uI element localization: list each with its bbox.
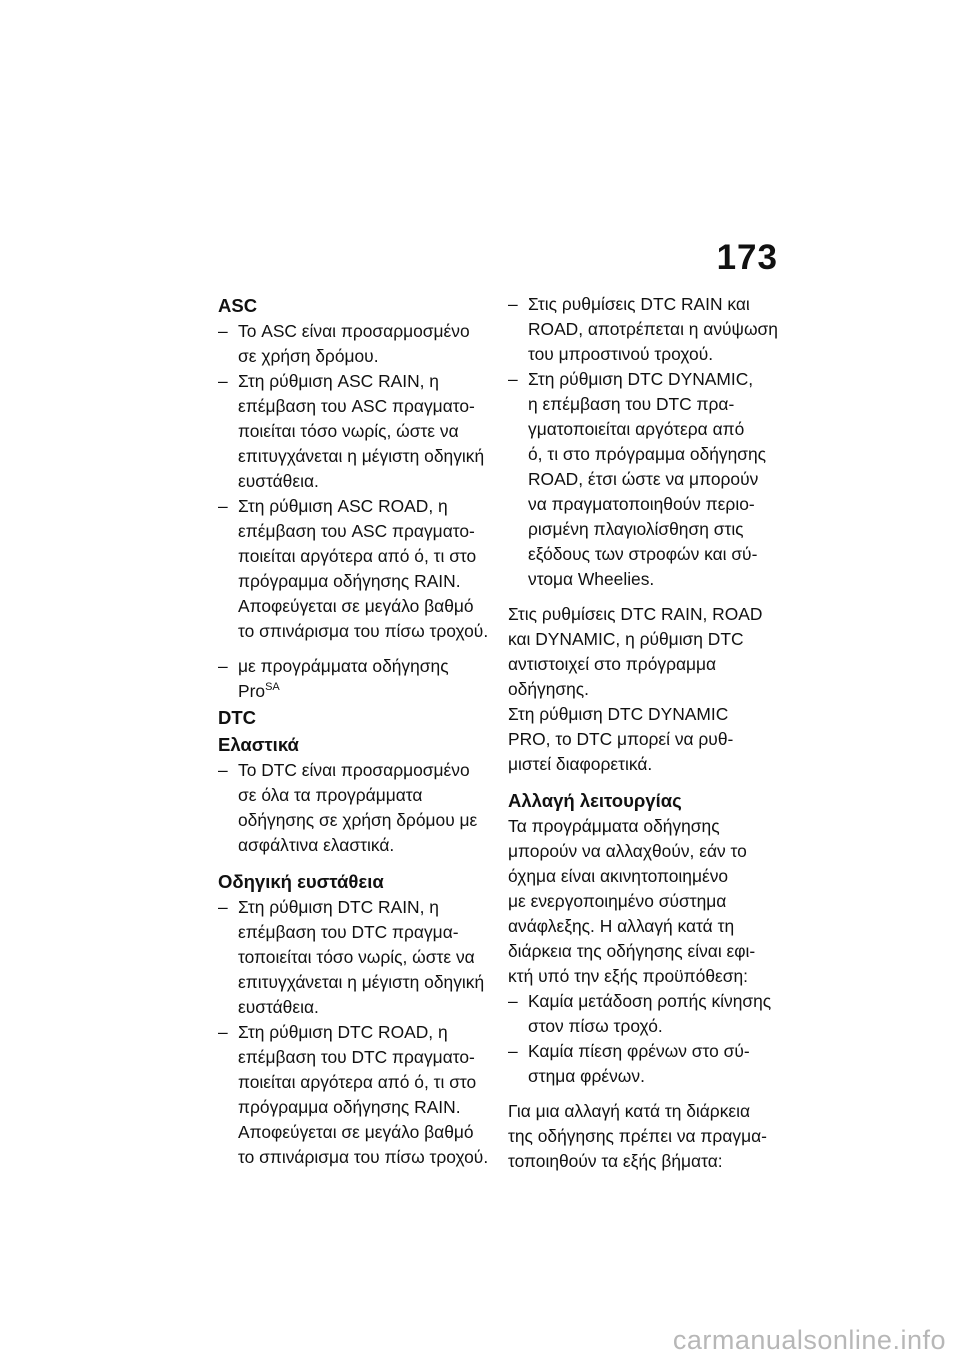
pro-line: με προγράμματα οδήγησης	[238, 656, 449, 676]
bullet-item	[508, 1039, 790, 1089]
text-line: ποιείται τόσο νωρίς, ώστε να	[238, 421, 459, 441]
bullet-pro-programs	[218, 654, 498, 704]
heading-asc: ASC	[218, 295, 258, 316]
dash-glyph: –	[508, 294, 518, 314]
bullet-item	[508, 989, 790, 1039]
text-line: ROAD, αποτρέπεται η ανύψωση	[528, 319, 778, 339]
text-line: σε όλα τα προγράμματα	[238, 785, 423, 805]
text-line: επέμβαση του ASC πραγματο-	[238, 521, 475, 541]
text-line: Στη ρύθμιση DTC RAIN, η	[238, 897, 439, 917]
text-line: μιστεί διαφορετικά.	[508, 754, 653, 774]
text-line: Τα προγράμματα οδήγησης	[508, 816, 720, 836]
text-line: να πραγματοποιηθούν περιο-	[528, 494, 755, 514]
text-line: όχημα είναι ακινητοποιημένο	[508, 866, 729, 886]
asc-list	[218, 319, 498, 644]
text-line: Στις ρυθμίσεις DTC RAIN και	[528, 294, 750, 314]
bullet-item	[218, 369, 498, 494]
text-line: το σπινάρισμα του πίσω τροχού.	[238, 1147, 489, 1167]
conditions-list	[508, 989, 790, 1089]
text-line: Στις ρυθμίσεις DTC RAIN, ROAD	[508, 604, 763, 624]
dash-glyph: –	[218, 760, 228, 780]
text-line: ROAD, έτσι ώστε να μπορούν	[528, 469, 759, 489]
heading-mode-change: Αλλαγή λειτουργίας	[508, 790, 682, 811]
paragraph-steps-intro	[508, 1099, 790, 1174]
bullet-item	[218, 758, 498, 858]
text-line: ανάφλεξης. Η αλλαγή κατά τη	[508, 916, 735, 936]
text-line: το σπινάρισμα του πίσω τροχού.	[238, 621, 489, 641]
text-line: ό, τι στο πρόγραμμα οδήγησης	[528, 444, 767, 464]
text-line: Καμία μετάδοση ροπής κίνησης	[528, 991, 772, 1011]
text-line: ευστάθεια.	[238, 997, 319, 1017]
text-line: ντομα Wheelies.	[528, 569, 655, 589]
stability-list	[218, 895, 498, 1170]
paragraph-mode-change	[508, 814, 790, 989]
text-line: πρόγραμμα οδήγησης RAIN.	[238, 571, 461, 591]
bullet-item	[218, 895, 498, 1020]
paragraph-dtc-settings	[508, 602, 790, 777]
bullet-item	[508, 292, 790, 367]
text-line: Στη ρύθμιση DTC DYNAMIC,	[528, 369, 754, 389]
text-line: με ενεργοποιημένο σύστημα	[508, 891, 727, 911]
text-line: Καμία πίεση φρένων στο σύ-	[528, 1041, 750, 1061]
text-line: διάρκεια της οδήγησης είναι εφι-	[508, 941, 756, 961]
dash-glyph: –	[508, 991, 518, 1011]
text-line: Στη ρύθμιση DTC ROAD, η	[238, 1022, 448, 1042]
text-line: οδήγησης σε χρήση δρόμου με	[238, 810, 478, 830]
text-line: οδήγησης.	[508, 679, 590, 699]
text-line: επιτυγχάνεται η μέγιστη οδηγική	[238, 446, 485, 466]
dtc-modes-list	[508, 292, 790, 592]
text-line: Στη ρύθμιση ASC ROAD, η	[238, 496, 448, 516]
text-line: στημα φρένων.	[528, 1066, 645, 1086]
heading-tyres: Ελαστικά	[218, 734, 299, 755]
text-line: επιτυγχάνεται η μέγιστη οδηγική	[238, 972, 485, 992]
left-column	[218, 292, 498, 1170]
text-line: ευστάθεια.	[238, 471, 319, 491]
heading-stability: Οδηγική ευστάθεια	[218, 871, 384, 892]
text-line: ρισμένη πλαγιολίσθηση στις	[528, 519, 744, 539]
dash-glyph: –	[218, 321, 228, 341]
text-line: Στη ρύθμιση DTC DYNAMIC	[508, 704, 729, 724]
text-line: επέμβαση του DTC πραγμα-	[238, 922, 459, 942]
text-line: στον πίσω τροχό.	[528, 1016, 663, 1036]
bullet-item	[218, 1020, 498, 1170]
text-line: επέμβαση του ASC πραγματο-	[238, 396, 475, 416]
text-line: γματοποιείται αργότερα από	[528, 419, 745, 439]
text-line: τοποιηθούν τα εξής βήματα:	[508, 1151, 723, 1171]
text-line: του μπροστινού τροχού.	[528, 344, 714, 364]
dash-glyph: –	[218, 1022, 228, 1042]
text-line: εξόδους των στροφών και σύ-	[528, 544, 758, 564]
text-line: κτή υπό την εξής προϋπόθεση:	[508, 966, 748, 986]
text-line: αντιστοιχεί στο πρόγραμμα	[508, 654, 717, 674]
text-line: και DYNAMIC, η ρύθμιση DTC	[508, 629, 744, 649]
dash-glyph: –	[508, 369, 518, 389]
text-line: ποιείται αργότερα από ό, τι στο	[238, 546, 477, 566]
dash-glyph: –	[218, 371, 228, 391]
text-line: Στη ρύθμιση ASC RAIN, η	[238, 371, 439, 391]
bullet-item	[218, 494, 498, 644]
page-number: 173	[716, 238, 778, 277]
text-line: τοποιείται τόσο νωρίς, ώστε να	[238, 947, 475, 967]
dash-glyph: –	[218, 496, 228, 516]
bullet-item	[508, 367, 790, 592]
right-column	[508, 292, 790, 1174]
text-line: σε χρήση δρόμου.	[238, 346, 379, 366]
text-line: μπορούν να αλλαχθούν, εάν το	[508, 841, 747, 861]
text-line: επέμβαση του DTC πραγματο-	[238, 1047, 475, 1067]
text-line: ασφάλτινα ελαστικά.	[238, 835, 395, 855]
pro-label: Pro	[238, 681, 266, 701]
heading-dtc: DTC	[218, 707, 257, 728]
dash-glyph: –	[508, 1041, 518, 1061]
tyres-list	[218, 758, 498, 858]
text-line: η επέμβαση του DTC πρα-	[528, 394, 735, 414]
text-line: Το DTC είναι προσαρμοσμένο	[238, 760, 470, 780]
text-line: πρόγραμμα οδήγησης RAIN.	[238, 1097, 461, 1117]
text-line: Για μια αλλαγή κατά τη διάρκεια	[508, 1101, 751, 1121]
dash-glyph: –	[218, 656, 228, 676]
dash-glyph: –	[218, 897, 228, 917]
watermark: carmanualsonline.info	[672, 1325, 946, 1355]
text-line: Το ASC είναι προσαρμοσμένο	[238, 321, 470, 341]
text-line: ποιείται αργότερα από ό, τι στο	[238, 1072, 477, 1092]
text-line: PRO, το DTC μπορεί να ρυθ-	[508, 729, 734, 749]
text-line: Αποφεύγεται σε μεγάλο βαθμό	[238, 596, 474, 616]
sa-superscript: SA	[265, 681, 280, 694]
bullet-item	[218, 319, 498, 369]
text-line: της οδήγησης πρέπει να πραγμα-	[508, 1126, 767, 1146]
text-line: Αποφεύγεται σε μεγάλο βαθμό	[238, 1122, 474, 1142]
